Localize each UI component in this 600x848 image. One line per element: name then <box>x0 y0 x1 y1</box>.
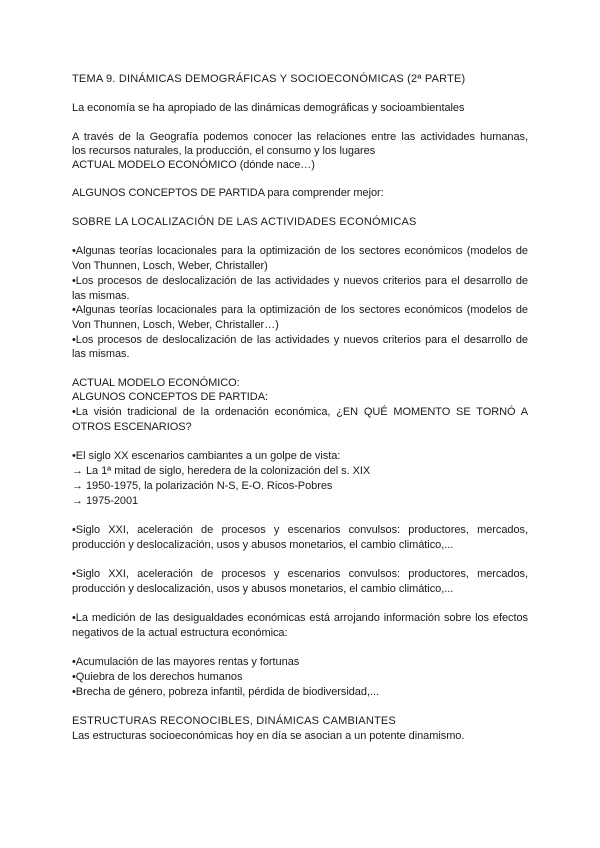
bullet-line: las mismas. <box>72 290 130 302</box>
bullet-line: •La medición de las desigualdades económicas está arrojando información sobre los efectos <box>72 612 528 624</box>
intro-text: La economía se ha apropiado de las dinámicas demográficas y socioambientales <box>72 102 465 114</box>
section-heading: ALGUNOS CONCEPTOS DE PARTIDA: <box>72 391 268 403</box>
section-heading: ESTRUCTURAS RECONOCIBLES, DINÁMICAS CAMBIANTES <box>72 715 396 727</box>
arrow-item: → 1950-1975, la polarización N-S, E-O. Ricos-Pobres <box>72 480 333 492</box>
bullet-line: •Los procesos de deslocalización de las actividades y nuevos criterios para el desarrollo de <box>72 275 528 287</box>
bullet-line: •Brecha de género, pobreza infantil, pérdida de biodiversidad,... <box>72 686 379 698</box>
page-title: TEMA 9. DINÁMICAS DEMOGRÁFICAS Y SOCIOECONÓMICAS (2ª PARTE) <box>72 73 466 85</box>
section-heading: ACTUAL MODELO ECONÓMICO: <box>72 377 240 389</box>
section-heading: ALGUNOS CONCEPTOS DE PARTIDA para comprender mejor: <box>72 187 384 199</box>
bullet-line: OTROS ESCENARIOS? <box>72 421 192 433</box>
bullet-line: •La visión tradicional de la ordenación económica, ¿EN QUÉ MOMENTO SE TORNÓ A <box>72 406 528 418</box>
arrow-item: → 1975-2001 <box>72 495 139 507</box>
bullet-line: Von Thunnen, Losch, Weber, Christaller) <box>72 260 268 272</box>
bullet-line: las mismas. <box>72 348 130 360</box>
section-heading: SOBRE LA LOCALIZACIÓN DE LAS ACTIVIDADES ECONÓMICAS <box>72 216 417 228</box>
bullet-line: producción y deslocalización, usos y abusos monetarios, el cambio climático,... <box>72 539 454 551</box>
bullet-line: •Siglo XXI, aceleración de procesos y escenarios convulsos: productores, mercados, <box>72 524 528 536</box>
bullet-line: •Siglo XXI, aceleración de procesos y escenarios convulsos: productores, mercados, <box>72 568 528 580</box>
bullet-line: •Algunas teorías locacionales para la optimización de los sectores económicos (modelos de <box>72 304 528 316</box>
bullet-line: producción y deslocalización, usos y abusos monetarios, el cambio climático,... <box>72 583 454 595</box>
bullet-line: Von Thunnen, Losch, Weber, Christaller…) <box>72 319 279 331</box>
bullet-line: •Los procesos de deslocalización de las actividades y nuevos criterios para el desarrollo de <box>72 334 528 346</box>
bullet-line: •Quiebra de los derechos humanos <box>72 671 243 683</box>
bullet-line: •El siglo XX escenarios cambiantes a un golpe de vista: <box>72 450 341 462</box>
bullet-line: •Acumulación de las mayores rentas y fortunas <box>72 656 300 668</box>
bullet-line: negativos de la actual estructura económica: <box>72 627 288 639</box>
paragraph-line: ACTUAL MODELO ECONÓMICO (dónde nace…) <box>72 159 315 171</box>
paragraph-line: los recursos naturales, la producción, el consumo y los lugares <box>72 145 376 157</box>
paragraph-line: A través de la Geografía podemos conocer las relaciones entre las actividades humanas, <box>72 131 528 143</box>
bullet-line: •Algunas teorías locacionales para la optimización de los sectores económicos (modelos de <box>72 245 528 257</box>
arrow-item: → La 1ª mitad de siglo, heredera de la colonización del s. XIX <box>72 465 371 477</box>
paragraph-line: Las estructuras socioeconómicas hoy en día se asocian a un potente dinamismo. <box>72 730 465 742</box>
